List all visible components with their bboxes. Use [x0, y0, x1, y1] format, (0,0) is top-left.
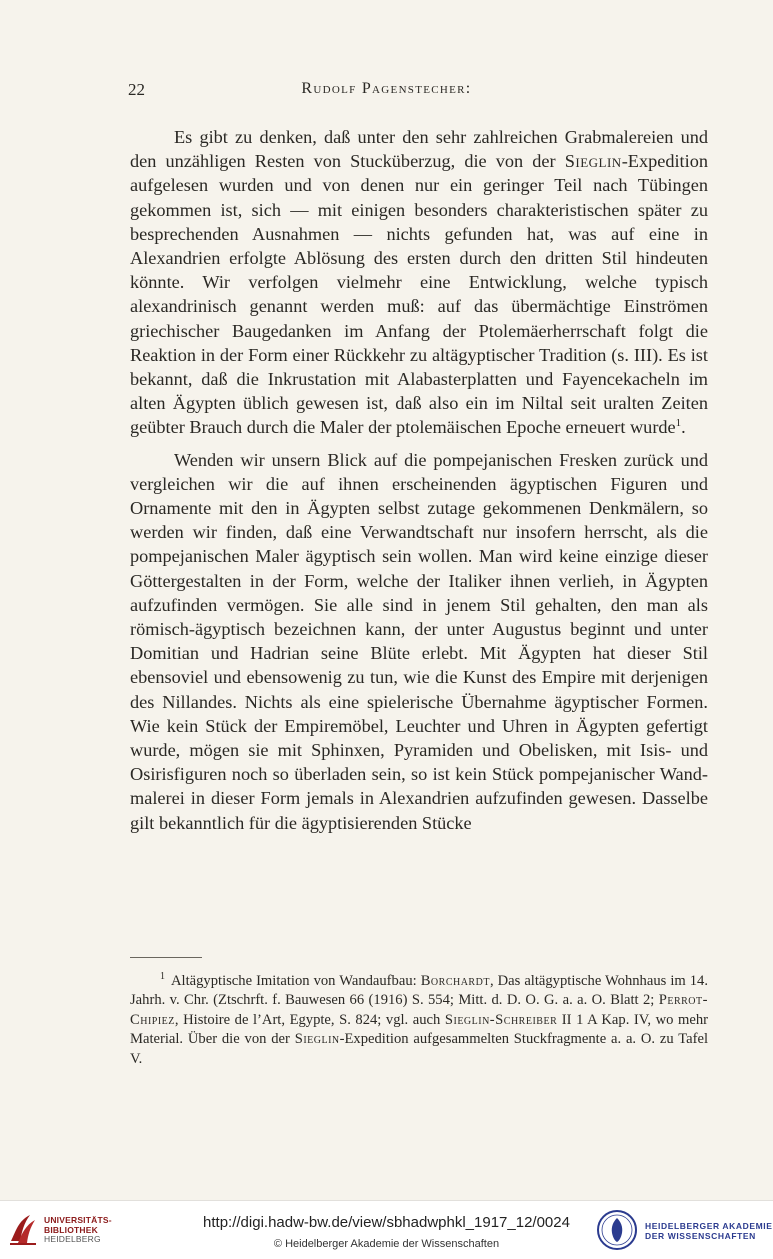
footer-bar — [0, 1200, 773, 1259]
copyright-notice: © Heidelberger Akademie der Wissenschaften — [273, 1238, 500, 1250]
footnote-divider — [130, 957, 202, 958]
paragraph-1: Es gibt zu denken, daß unter den sehr zahlreichen Grabmalereien und den unzähligen Resten von Stucküberzug, die von der Sieglin-Expedition aufgelesen wurden und von denen nur ein geringer Teil nach Tübingen gekommen ist, sich — mit einigen besonders charakteristischen später zu besprechenden Ausnahmen — nichts gefunden hat, was auf eine in Alexandrien erfolgte Ablösung des ersten durch den dritten Stil hindeuten könnte. Wir verfolgen vielmehr eine Entwicklung, welche typisch alexandrinisch genannt werden muß: auf das übermächtige Einströmen griechischer Baugedanken im Anfang der Ptolemäerherrschaft folgt die Reaktion in der Form einer Rückkehr zu altägyptischer Tradition (s. III). Es ist bekannt, daß die Inkrustation mit Alabasterplatten und Fayencekacheln im alten Ägypten üblich gewesen ist, daß also ein im Niltal seit uralten Zeiten geübter Brauch durch die Maler der ptolemäischen Epoche erneuert wurde$^1$. — [130, 127, 708, 438]
footnote-reference[interactable]: 1 — [675, 417, 682, 430]
name-smallcaps: Sieglin — [564, 151, 622, 172]
academy-seal-icon[interactable] — [596, 1209, 638, 1251]
body-text — [130, 125, 708, 835]
footnote-mark: 1 — [160, 971, 165, 983]
university-library-label[interactable]: UNIVERSITÄTS- BIBLIOTHEK HEIDELBERG — [44, 1215, 112, 1244]
academy-label[interactable]: HEIDELBERGER AKADEMIE DER WISSENSCHAFTEN — [645, 1221, 773, 1241]
paragraph-2: Wenden wir unsern Blick auf die pompejanischen Fresken zurück und vergleichen wir die auf ihnen erscheinenden ägyptischen Figuren und Ornamente mit den in Ägypten selbst zutage gekommenen Denkmälern, so werden wir finden, daß eine Verwandtschaft nur insofern herrscht, als die pompejanischen Maler ägyptisch sein wollen. Man wird keine einzige dieser Göttergestalten in der Form, welche der Italiker ihnen verlieh, in Ägypten aufzufinden vermögen. Sie alle sind in jenem Stil gehalten, den man als römisch-ägyptisch bezeichnen kann, der unter Augustus beginnt und unter Domitian und Hadrian seine Blüte erlebt. Mit Ägypten hat dieser Stil ebensoviel und ebensowenig zu tun, wie die Kunst des Empire mit derjenigen des Nillandes. Nichts als eine spielerische Übernahme ägyptischer Formen. Wie kein Stück der Empiremöbel, Leuchter und Uhren in Ägypten gefertigt wurde, mögen sie mit Sphinxen, Pyramiden und Obelisken, mit Isis- und Osirisfiguren noch so überladen sein, so ist kein Stück pompejanischer Wandmalerei in dieser Form jemals in Alexandrien aufzufinden gewesen. Dasselbe gilt bekanntlich für die ägyptisierenden Stücke — [130, 449, 708, 833]
page-number: 22 — [128, 80, 145, 99]
running-head: Rudolf Pagenstecher: — [301, 80, 472, 97]
permalink-url[interactable]: http://digi.hadw-bw.de/view/sbhadwphkl_1917_12/0024 — [203, 1214, 570, 1231]
footnote: $^1$ Altägyptische Imitation von Wandaufbau: Borchardt, Das altägyptische Wohnhaus im 14. Jahrh. v. Chr. (Ztschrft. f. Bauwesen 66 (1916) S. 554; Mitt. d. D. O. G. a. a. O. Blatt 2; Perrot-Chipiez, Histoire de l’Art, Egypte, S. 824; vgl. auch Sieglin-Schreiber II 1 A Kap. IV, wo mehr Material. Über die von der Sieglin-Expedition aufgesammelten Stuckfragmente a. a. O. zu Tafel V. — [130, 971, 708, 1067]
